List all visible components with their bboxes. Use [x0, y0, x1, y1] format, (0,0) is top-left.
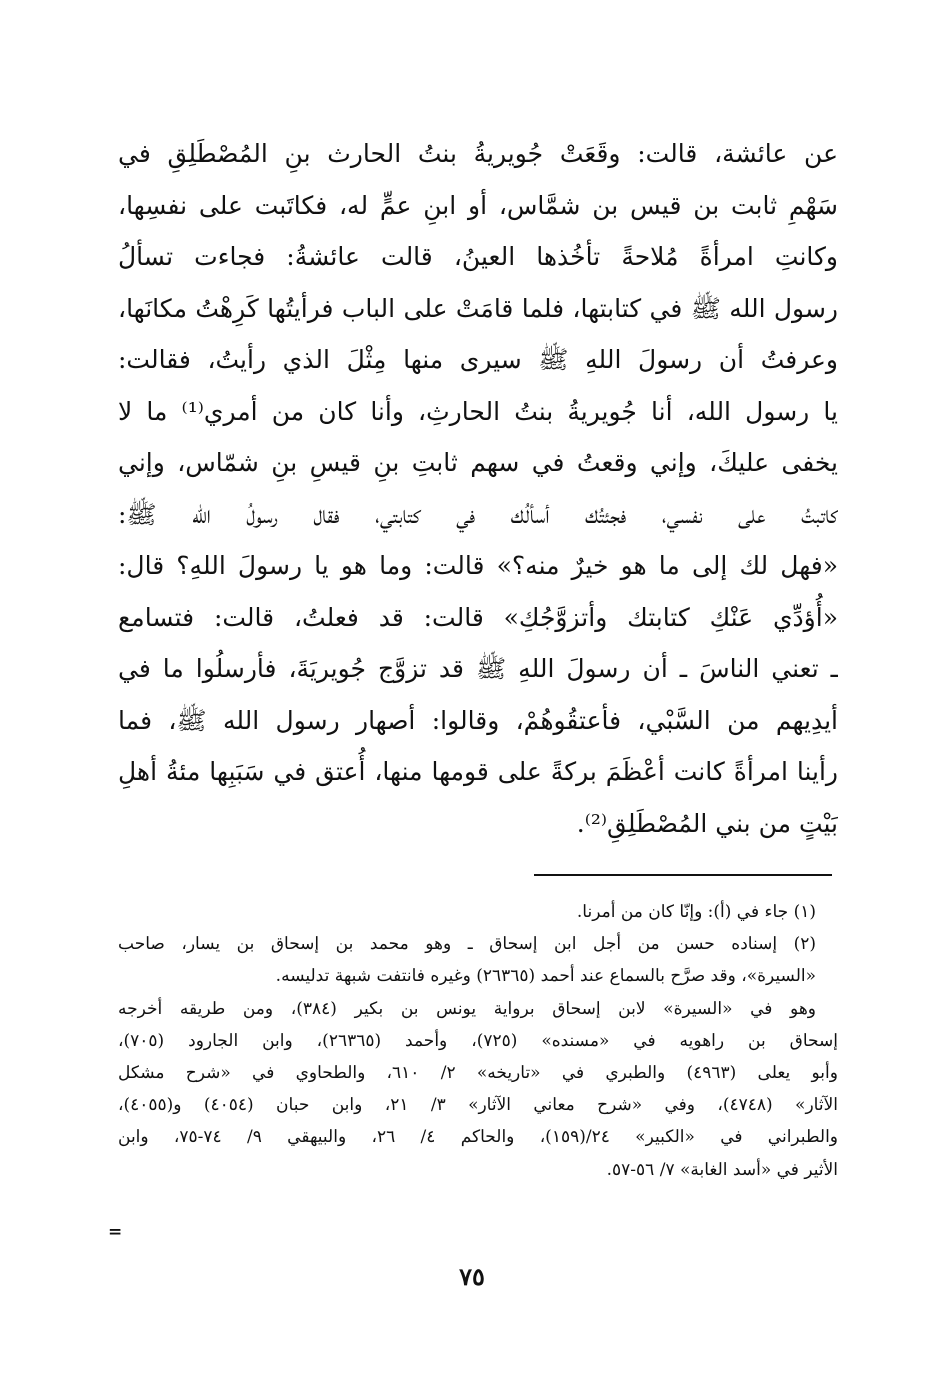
main-text-line: يخفى عليكَ، وإني وقعتُ في سهم ثابتِ بنِ قيسِ بنِ شمّاس، وإني: [118, 448, 838, 477]
main-text-line: «فهل لك إلى ما هو خيرٌ منه؟» قالت: وما هو يا رسولَ اللهِ؟ قال:: [118, 551, 838, 580]
footnote-line: «السيرة»، وقد صرَّح بالسماع عند أحمد (٢٦٣٦٥) وغيره فانتفت شبهة تدليسه.: [275, 966, 816, 987]
main-text-line: «أُؤدِّي عَنْكِ كتابتك وأتزوَّجُكِ» قالت: قد فعلتُ، قالت: فتسامع: [118, 602, 838, 632]
main-text-body: [118, 128, 838, 849]
main-text-line: رأينا امرأةً كانت أعْظَمَ بركةً على قومها منها، أُعتق في سَبَبِها مئةُ أهلِ: [118, 757, 838, 786]
footnote-line: وهو في «السيرة» لابن إسحاق برواية يونس بن بكير (٣٨٤)، ومن طريقه أخرجه: [118, 998, 816, 1019]
main-text-line: سَهْمِ ثابت بن قيس بن شمَّاس، أو ابنِ عمٍّ له، فكاتَبت على نفسِها،: [118, 190, 838, 220]
footnotes: [118, 896, 838, 1186]
footnote-line: الآثار» (٤٧٤٨)، وفي «شرح معاني الآثار» ٣/ ٢١، وابن حبان (٤٠٥٤) و(٤٠٥٥)،: [118, 1095, 838, 1116]
main-text-line: كاتبتُ على نفسي، فجئتُك أسألُك في كتابتي، فقال رسولُ الله ﷺ:: [118, 499, 838, 529]
main-text-line: يا رسول الله، أنا جُويريةُ بنتُ الحارثِ، وأنا كان من أمري⁽¹⁾ ما لا: [118, 396, 838, 426]
main-text-line: بَيْتٍ من بني المُصْطَلِقِ⁽²⁾.: [576, 808, 838, 838]
main-text-line: وكانتِ امرأةً مُلاحةً تأخُذها العينُ، قالت عائشةُ: فجاءت تسألُ: [118, 242, 838, 271]
footnote-line: الأثير في «أسد الغابة» ٧/ ٥٦-٥٧.: [606, 1159, 838, 1180]
main-text-line: رسول الله ﷺ في كتابتها، فلما قامَتْ على الباب فرأيتُها كَرِهْتُ مكانَها،: [118, 293, 838, 323]
main-text-line: عن عائشة، قالت: وقَعَتْ جُويريةُ بنتُ الحارث بنِ المُصْطَلِقِ في: [118, 139, 838, 168]
continuation-mark: =: [108, 1222, 123, 1242]
footnote-line: (٢) إسناده حسن من أجل ابن إسحاق ـ وهو محمد بن إسحاق بن يسار، صاحب: [118, 934, 816, 955]
footnote-line: إسحاق بن راهويه في «مسنده» (٧٢٥)، وأحمد (٢٦٣٦٥)، وابن الجارود (٧٠٥)،: [118, 1030, 838, 1051]
main-text-line: ـ تعني الناسَ ـ أن رسولَ اللهِ ﷺ قد تزوَّج جُويريَةَ، فأرسلُوا ما في: [118, 654, 838, 683]
main-text-line: وعرفتُ أن رسولَ اللهِ ﷺ سيرى منها مِثْلَ الذي رأيتُ، فقالت:: [118, 345, 838, 374]
main-text-line: أيدِيهم من السَّبْي، فأعتقُوهُمْ، وقالوا: أصهار رسول الله ﷺ، فما: [118, 705, 838, 735]
footnote-line: وأبو يعلى (٤٩٦٣) والطبري في «تاريخه» ٢/ ٦١٠، والطحاوي في «شرح مشكل: [118, 1062, 838, 1083]
footnote-line: والطبراني في «الكبير» ٢٤/(١٥٩)، والحاكم ٤/ ٢٦، والبيهقي ٩/ ٧٤-٧٥، وابن: [118, 1127, 838, 1148]
footnote-line: (١) جاء في (أ): وإنّا كان من أمرنا.: [576, 902, 816, 922]
footnote-divider: [534, 874, 832, 876]
page-number: ٧٥: [459, 1262, 485, 1291]
